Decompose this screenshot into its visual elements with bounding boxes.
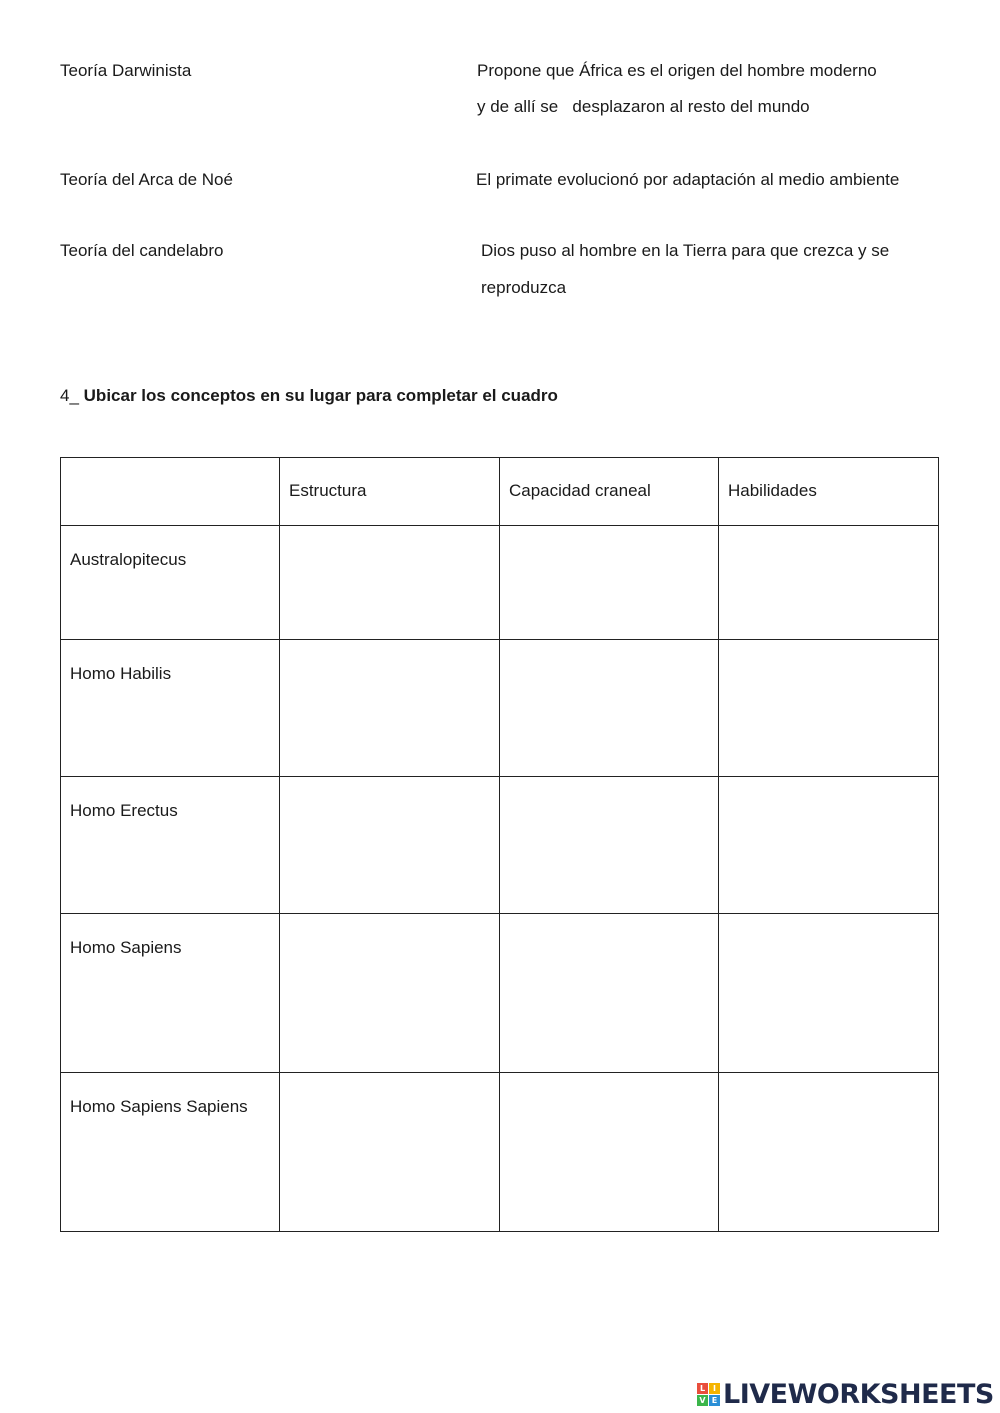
answer-cell-australopitecus-estructura[interactable] [280,526,500,640]
answer-cell-sapiens-habilidades[interactable] [719,914,939,1073]
answer-cell-sapiens-estructura[interactable] [280,914,500,1073]
answer-cell-sapiens-sapiens-estructura[interactable] [280,1073,500,1232]
table-header-corner [61,458,280,526]
row-label-homo-sapiens-sapiens: Homo Sapiens Sapiens [61,1073,280,1232]
answer-cell-habilis-capacidad[interactable] [500,640,719,777]
row-label-homo-sapiens: Homo Sapiens [61,914,280,1073]
table-header-row [61,458,939,526]
definition-adaptacion: El primate evolucionó por adaptación al medio ambiente [476,170,900,189]
answer-cell-habilis-habilidades[interactable] [719,640,939,777]
definition-dios-line-2: reproduzca [481,278,567,297]
answer-cell-erectus-capacidad[interactable] [500,777,719,914]
definition-dios-line-1: Dios puso al hombre en la Tierra para que crezca y se [481,241,890,260]
answer-cell-sapiens-capacidad[interactable] [500,914,719,1073]
table-row [61,640,939,777]
answer-cell-erectus-habilidades[interactable] [719,777,939,914]
liveworksheets-logo-text: LIVEWORKSHEETS [723,1378,994,1410]
theory-label-arca-de-noe: Teoría del Arca de Noé [60,170,233,189]
liveworksheets-logo [697,1377,994,1411]
definition-africa-line-1: Propone que África es el origen del hombre moderno [477,61,877,80]
answer-cell-habilis-estructura[interactable] [280,640,500,777]
table-row [61,1073,939,1232]
table-header-estructura: Estructura [280,458,500,526]
row-label-australopitecus: Australopitecus [61,526,280,640]
answer-cell-sapiens-sapiens-habilidades[interactable] [719,1073,939,1232]
table-row [61,777,939,914]
table-row [61,914,939,1073]
answer-cell-australopitecus-habilidades[interactable] [719,526,939,640]
table-row [61,526,939,640]
theory-label-darwinista: Teoría Darwinista [60,61,192,80]
row-label-homo-erectus: Homo Erectus [61,777,280,914]
answer-cell-australopitecus-capacidad[interactable] [500,526,719,640]
section-4-number: 4_ [60,386,79,405]
liveworksheets-logo-icon: L I V E [697,1383,720,1406]
row-label-homo-habilis: Homo Habilis [61,640,280,777]
section-4-instruction: Ubicar los conceptos en su lugar para completar el cuadro [83,386,558,405]
completion-table [60,457,939,1232]
theory-label-candelabro: Teoría del candelabro [60,241,224,260]
table-header-capacidad-craneal: Capacidad craneal [500,458,719,526]
answer-cell-sapiens-sapiens-capacidad[interactable] [500,1073,719,1232]
definition-africa-line-2: y de allí se desplazaron al resto del mundo [477,97,810,116]
table-header-habilidades: Habilidades [719,458,939,526]
section-4-heading [60,386,558,406]
answer-cell-erectus-estructura[interactable] [280,777,500,914]
